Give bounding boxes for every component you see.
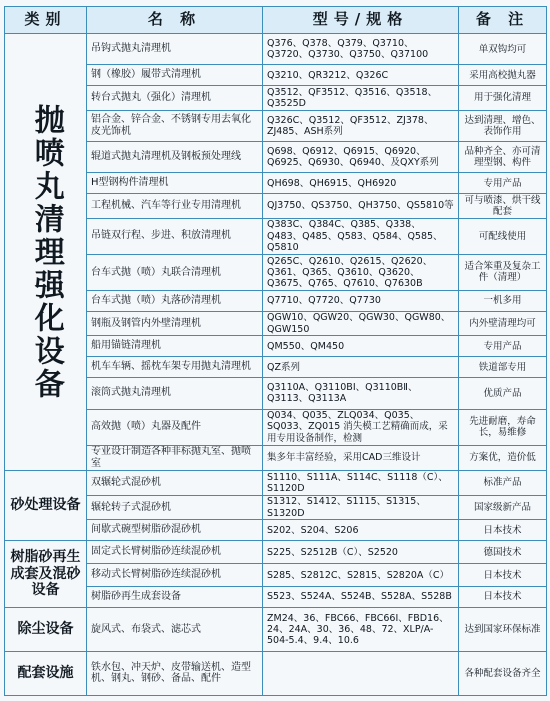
table-body: [5, 34, 547, 696]
note-cell: 达到清理、增色、表饰作用: [459, 110, 547, 141]
table-header-row: [5, 7, 547, 34]
table-row: [5, 34, 547, 65]
category-cell: 抛喷丸清理强化设备: [5, 34, 87, 471]
table-row: [5, 587, 547, 608]
note-cell: 标准产品: [459, 471, 547, 495]
note-cell: 单双钩均可: [459, 34, 547, 65]
note-cell: 采用高校抛丸器: [459, 65, 547, 86]
table-row: [5, 86, 547, 110]
equipment-name-cell: 间歇式碗型树脂砂混砂机: [87, 520, 263, 541]
model-spec-cell: QGW10、QGW20、QGW30、QGW80、QGW150: [263, 311, 459, 335]
model-spec-cell: 集多年丰富经验，采用CAD三维设计: [263, 445, 459, 471]
equipment-name-cell: 钢（橡胶）履带式清理机: [87, 65, 263, 86]
note-cell: 国家级新产品: [459, 495, 547, 519]
equipment-name-cell: 吊钩式抛丸清理机: [87, 34, 263, 65]
note-cell: 专用产品: [459, 336, 547, 357]
note-cell: 可配线使用: [459, 218, 547, 254]
table-row: [5, 378, 547, 409]
table-row: [5, 608, 547, 652]
note-cell: 各种配套设备齐全: [459, 651, 547, 695]
table-row: [5, 65, 547, 86]
model-spec-cell: QH698、QH6915、QH6920: [263, 173, 459, 194]
model-spec-cell: Q698、Q6912、Q6915、Q6920、Q6925、Q6930、Q6940、及QXY系列: [263, 142, 459, 173]
note-cell: 适合笨重及复杂工件（清理）: [459, 254, 547, 290]
model-spec-cell: S202、S204、S206: [263, 520, 459, 541]
note-cell: 日本技术: [459, 564, 547, 587]
header-model: 型号/规格: [263, 7, 459, 34]
note-cell: 方案优，造价低: [459, 445, 547, 471]
model-spec-cell: Q383C、Q384C、Q385、Q338、Q483、Q485、Q583、Q584、Q585、Q5810: [263, 218, 459, 254]
category-cell: 配套设施: [5, 651, 87, 695]
model-spec-cell: Q376、Q378、Q379、Q3710、Q3720、Q3730、Q3750、Q37100: [263, 34, 459, 65]
table-row: [5, 311, 547, 335]
model-spec-cell: QJ3750、QS3750、QH3750、QS5810等: [263, 194, 459, 218]
model-spec-cell: S523、S524A、S524B、S528A、S528B: [263, 587, 459, 608]
header-note: 备 注: [459, 7, 547, 34]
equipment-name-cell: 转台式抛丸（强化）清理机: [87, 86, 263, 110]
model-spec-cell: Q3210、QR3212、Q326C: [263, 65, 459, 86]
model-spec-cell: S1110、S111A、S114C、S1118（C）、S1120D: [263, 471, 459, 495]
equipment-name-cell: 滚筒式抛丸清理机: [87, 378, 263, 409]
equipment-name-cell: H型钢构件清理机: [87, 173, 263, 194]
table-row: [5, 541, 547, 564]
header-name: 名 称: [87, 7, 263, 34]
table-row: [5, 495, 547, 519]
equipment-name-cell: 船用锚链清理机: [87, 336, 263, 357]
table-row: [5, 445, 547, 471]
table-row: [5, 142, 547, 173]
note-cell: 铁道部专用: [459, 357, 547, 378]
model-spec-cell: Q3110A、Q3110BⅠ、Q3110BⅡ、Q3113、Q3113A: [263, 378, 459, 409]
equipment-name-cell: 高效抛（喷）丸器及配件: [87, 409, 263, 445]
equipment-name-cell: 铝合金、锌合金、不锈钢专用去氧化皮光饰机: [87, 110, 263, 141]
equipment-name-cell: 辗轮转子式混砂机: [87, 495, 263, 519]
equipment-name-cell: 机车车辆、摇枕车架专用抛丸清理机: [87, 357, 263, 378]
note-cell: 专用产品: [459, 173, 547, 194]
equipment-name-cell: 专业设计制造各种非标抛丸室、抛喷室: [87, 445, 263, 471]
note-cell: 先进耐磨，寿命长，易维修: [459, 409, 547, 445]
equipment-name-cell: 移动式长臂树脂砂连续混砂机: [87, 564, 263, 587]
note-cell: 达到国家环保标准: [459, 608, 547, 652]
equipment-name-cell: 辊道式抛丸清理机及钢板预处理线: [87, 142, 263, 173]
note-cell: 德国技术: [459, 541, 547, 564]
equipment-name-cell: 旋风式、布袋式、滤芯式: [87, 608, 263, 652]
note-cell: 用于强化清理: [459, 86, 547, 110]
model-spec-cell: QZ系列: [263, 357, 459, 378]
model-spec-cell: [263, 651, 459, 695]
equipment-name-cell: 固定式长臂树脂砂连续混砂机: [87, 541, 263, 564]
equipment-name-cell: 树脂砂再生成套设备: [87, 587, 263, 608]
table-row: [5, 254, 547, 290]
equipment-name-cell: 工程机械、汽车等行业专用清理机: [87, 194, 263, 218]
equipment-table: [4, 6, 547, 696]
model-spec-cell: Q7710、Q7720、Q7730: [263, 291, 459, 312]
table-row: [5, 357, 547, 378]
equipment-name-cell: 台车式抛（喷）丸联合清理机: [87, 254, 263, 290]
table-row: [5, 520, 547, 541]
table-row: [5, 564, 547, 587]
equipment-name-cell: 铁水包、冲天炉、皮带输送机、造型机、钢丸、钢砂、备品、配件: [87, 651, 263, 695]
category-cell: 砂处理设备: [5, 471, 87, 541]
model-spec-cell: Q326C、Q3512、QF3512、ZJ378、ZJ485、ASH系列: [263, 110, 459, 141]
note-cell: 品种齐全、亦可清理型钢、构件: [459, 142, 547, 173]
equipment-name-cell: 吊链双行程、步进、积放清理机: [87, 218, 263, 254]
model-spec-cell: Q265C、Q2610、Q2615、Q2620、Q361、Q365、Q3610、Q3620、Q3675、Q765、Q7610、Q7630B: [263, 254, 459, 290]
table-row: [5, 651, 547, 695]
model-spec-cell: S285、S2812C、S2815、S2820A（C）: [263, 564, 459, 587]
note-cell: 内外壁清理均可: [459, 311, 547, 335]
header-category: 类别: [5, 7, 87, 34]
note-cell: 日本技术: [459, 520, 547, 541]
model-spec-cell: Q3512、QF3512、Q3516、Q3518、Q3525D: [263, 86, 459, 110]
note-cell: 可与喷漆、烘干线配套: [459, 194, 547, 218]
table-row: [5, 336, 547, 357]
equipment-name-cell: 双辗轮式混砂机: [87, 471, 263, 495]
model-spec-cell: ZM24、36、FBC66、FBC66Ⅰ、FBD16、24、24A、30、36、48、72、XLP/A-504-5.4、9.4、10.6: [263, 608, 459, 652]
model-spec-cell: Q034、Q035、ZLQ034、Q035、SQ033、ZQ015 消失模工艺精确而成，采用专用设备制作，检测: [263, 409, 459, 445]
model-spec-cell: S1312、S1412、S1115、S1315、S1320D: [263, 495, 459, 519]
table-row: [5, 291, 547, 312]
equipment-name-cell: 钢瓶及钢管内外壁清理机: [87, 311, 263, 335]
model-spec-cell: S225、S2512B（C）、S2520: [263, 541, 459, 564]
category-cell: 除尘设备: [5, 608, 87, 652]
note-cell: 优质产品: [459, 378, 547, 409]
model-spec-cell: QM550、QM450: [263, 336, 459, 357]
table-row: [5, 409, 547, 445]
category-cell: 树脂砂再生成套及混砂设备: [5, 541, 87, 608]
table-row: [5, 110, 547, 141]
equipment-name-cell: 台车式抛（喷）丸落砂清理机: [87, 291, 263, 312]
table-row: [5, 194, 547, 218]
table-row: [5, 218, 547, 254]
table-row: [5, 173, 547, 194]
note-cell: 一机多用: [459, 291, 547, 312]
table-row: [5, 471, 547, 495]
note-cell: 日本技术: [459, 587, 547, 608]
